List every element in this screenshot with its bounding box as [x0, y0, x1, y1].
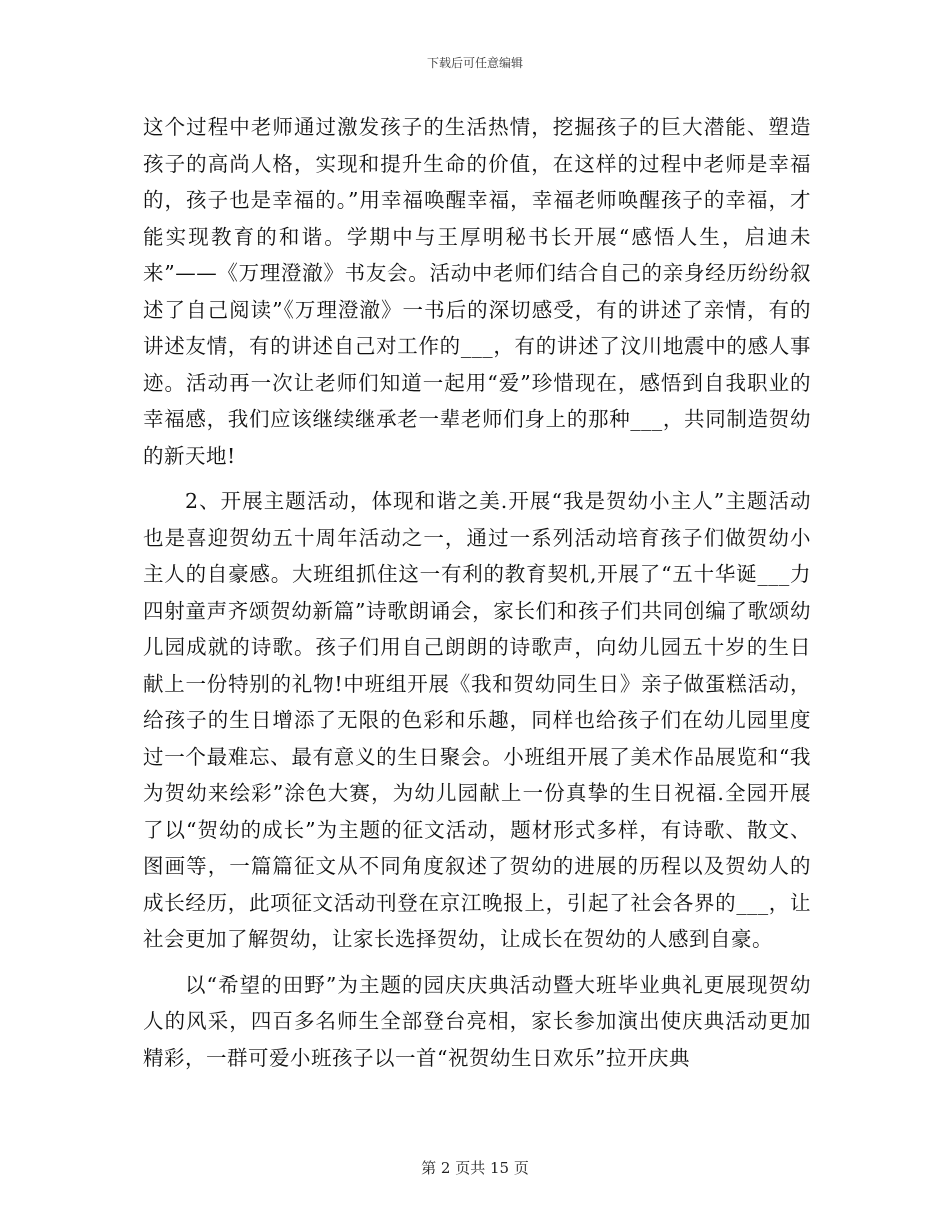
page-footer: 第 2 页共 15 页: [421, 1159, 529, 1177]
paragraph-3: 以“希望的田野”为主题的园庆庆典活动暨大班毕业典礼更展现贺幼人的风采，四百多名师生全部登台亮相，家长参加演出使庆典活动更加精彩，一群可爱小班孩子以一首“祝贺幼生日欢乐”拉开庆典: [143, 972, 811, 1070]
paragraph-2: 2、开展主题活动，体现和谐之美.开展“我是贺幼小主人”主题活动也是喜迎贺幼五十周年活动之一，通过一系列活动培育孩子们做贺幼小主人的自豪感。大班组抓住这一有利的教育契机,开展了“五十华诞___力四射童声齐颂贺幼新篇”诗歌朗诵会，家长们和孩子们共同创编了歌颂幼儿园成就的诗歌。孩子们用自己朗朗的诗歌声，向幼儿园五十岁的生日献上一份特别的礼物!中班组开展《我和贺幼同生日》亲子做蛋糕活动，给孩子的生日增添了无限的色彩和乐趣，同样也给孩子们在幼儿园里度过一个最难忘、最有意义的生日聚会。小班组开展了美术作品展览和“我为贺幼来绘彩”涂色大赛，为幼儿园献上一份真挚的生日祝福.全园开展了以“贺幼的成长”为主题的征文活动，题材形式多样，有诗歌、散文、图画等，一篇篇征文从不同角度叙述了贺幼的进展的历程以及贺幼人的成长经历，此项征文活动刊登在京江晚报上，引起了社会各界的___，让社会更加了解贺幼，让家长选择贺幼，让成长在贺幼的人感到自豪。: [143, 489, 811, 951]
page-header: 下载后可任意编辑: [426, 56, 523, 70]
document-body: [143, 109, 811, 1076]
paragraph-1: 这个过程中老师通过激发孩子的生活热情，挖掘孩子的巨大潜能、塑造孩子的高尚人格，实现和提升生命的价值，在这样的过程中老师是幸福的，孩子也是幸福的。”用幸福唤醒幸福，幸福老师唤醒孩子的幸福，才能实现教育的和谐。学期中与王厚明秘书长开展“感悟人生，启迪未来”——《万理澄澈》书友会。活动中老师们结合自己的亲身经历纷纷叙述了自己阅读”《万理澄澈》一书后的深切感受，有的讲述了亲情，有的讲述友情，有的讲述自己对工作的___，有的讲述了汶川地震中的感人事迹。活动再一次让老师们知道一起用“爱”珍惜现在，感悟到自我职业的幸福感，我们应该继续继承老一辈老师们身上的那种___，共同制造贺幼的新天地!: [143, 115, 811, 468]
